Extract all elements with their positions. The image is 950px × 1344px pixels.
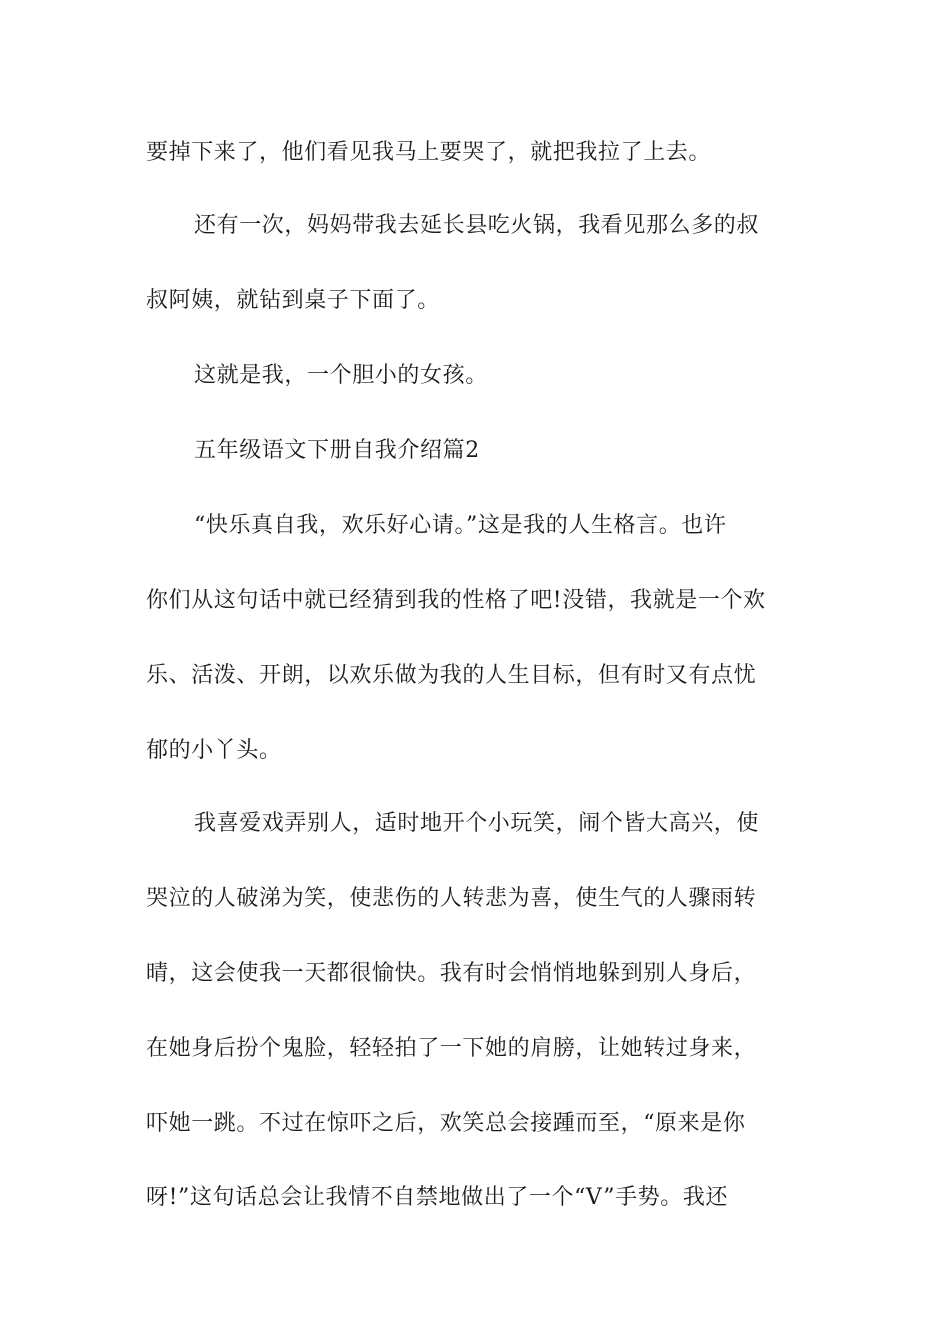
text-line: 你们从这句话中就已经猜到我的性格了吧!没错，我就是一个欢 [146,588,766,613]
text-line: 这就是我，一个胆小的女孩。 [194,363,488,388]
text-line: 乐、活泼、开朗，以欢乐做为我的人生目标，但有时又有点忧 [146,663,757,688]
text-line: 我喜爱戏弄别人，适时地开个小玩笑，闹个皆大高兴，使 [194,811,760,836]
text-line: 在她身后扮个鬼脸，轻轻拍了一下她的肩膀，让她转过身来， [146,1036,757,1061]
text-line: 吓她一跳。不过在惊吓之后，欢笑总会接踵而至，“原来是你 [146,1111,746,1136]
text-line: 要掉下来了，他们看见我马上要哭了，就把我拉了上去。 [146,140,712,165]
text-line: 晴，这会使我一天都很愉快。我有时会悄悄地躲到别人身后， [146,961,757,986]
text-line: 还有一次，妈妈带我去延长县吃火锅，我看见那么多的叔 [194,213,760,238]
text-line: 叔阿姨，就钻到桌子下面了。 [146,288,440,313]
section-heading: 五年级语文下册自我介绍篇2 [194,438,480,463]
text-line: 哭泣的人破涕为笑，使悲伤的人转悲为喜，使生气的人骤雨转 [146,886,757,911]
text-line: 呀!”这句话总会让我情不自禁地做出了一个“V”手势。我还 [146,1185,729,1210]
text-line: “快乐真自我，欢乐好心请。”这是我的人生格言。也许 [194,513,727,538]
text-line: 郁的小丫头。 [146,738,282,763]
